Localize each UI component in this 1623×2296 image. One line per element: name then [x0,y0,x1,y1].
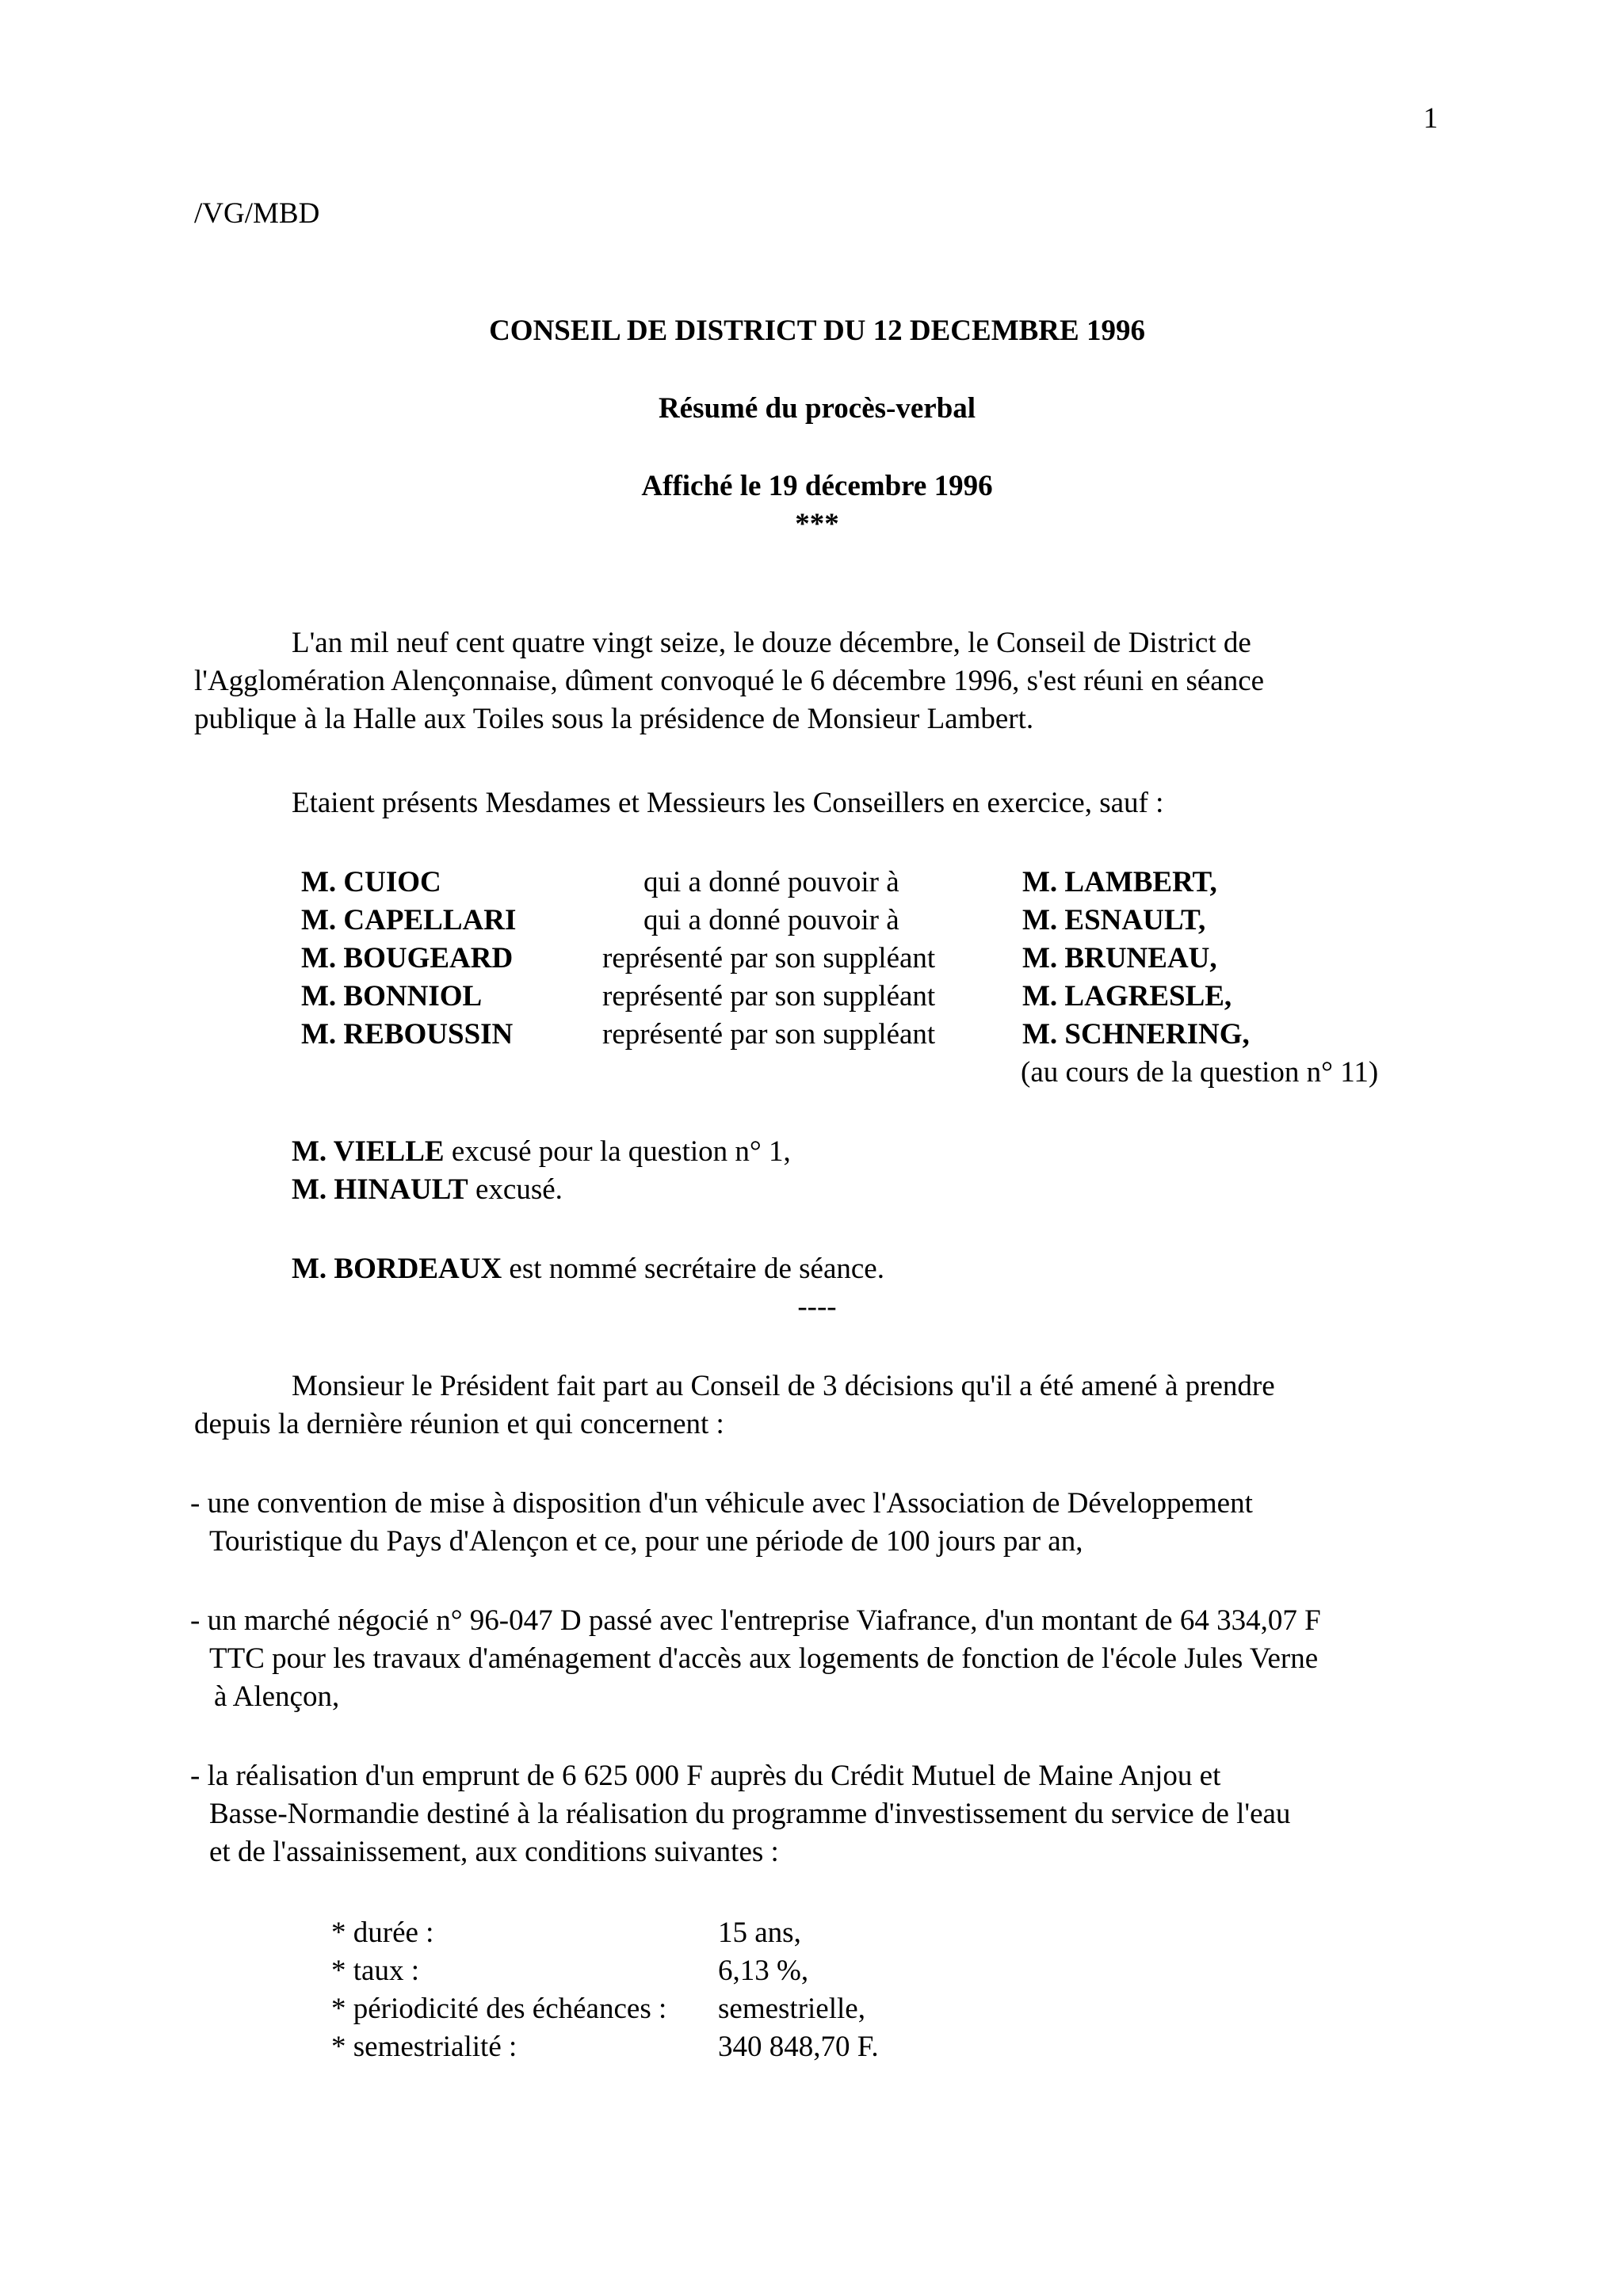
condition-label: * périodicité des échéances : [331,1993,667,2025]
decisions-intro-line: depuis la dernière réunion et qui concernent : [194,1408,724,1440]
absentee-proxy: M. SCHNERING, [1022,1018,1250,1051]
page-number: 1 [1423,102,1438,135]
excused-name: M. HINAULT [292,1173,468,1206]
intro-line: l'Agglomération Alençonnaise, dûment convoqué le 6 décembre 1996, s'est réuni en séance [194,665,1265,697]
condition-value: semestrielle, [718,1993,865,2025]
decision-line: TTC pour les travaux d'aménagement d'accès aux logements de fonction de l'école Jules Verne [209,1642,1319,1675]
excused-line [292,1133,791,1171]
absentee-action: représenté par son suppléant [602,980,936,1013]
decision-item [190,1485,1253,1561]
decision-line: Basse-Normandie destiné à la réalisation du programme d'investissement du service de l'eau [209,1798,1291,1830]
decision-line: - la réalisation d'un emprunt de 6 625 000 F auprès du Crédit Mutuel de Maine Anjou et [190,1760,1221,1792]
decisions-intro-line: Monsieur le Président fait part au Conseil de 3 décisions qu'il a été amené à prendre [292,1370,1275,1402]
absentee-proxy: M. ESNAULT, [1022,904,1206,936]
condition-value: 15 ans, [718,1917,801,1949]
intro-line: publique à la Halle aux Toiles sous la présidence de Monsieur Lambert. [194,703,1034,735]
separator-dashes: ---- [797,1291,837,1323]
absentee-proxy: M. BRUNEAU, [1022,942,1217,974]
condition-label: * durée : [331,1917,434,1949]
intro-paragraph [194,624,1486,738]
condition-label: * taux : [331,1955,419,1987]
intro-line: L'an mil neuf cent quatre vingt seize, le douze décembre, le Conseil de District de [292,627,1251,659]
posted-date: Affiché le 19 décembre 1996 [641,470,993,502]
absentee-proxy: M. LAGRESLE, [1022,980,1232,1013]
absentee-note: (au cours de la question n° 11) [1021,1056,1379,1089]
absentee-name: M. BOUGEARD [301,942,514,974]
excused-text: excusé pour la question n° 1, [444,1135,791,1168]
decision-line: Touristique du Pays d'Alençon et ce, pour une période de 100 jours par an, [209,1525,1083,1558]
excused-line [292,1171,563,1209]
reference-code: /VG/MBD [194,197,320,230]
decision-line: à Alençon, [214,1680,340,1713]
secretary-line [292,1250,884,1288]
secretary-name: M. BORDEAUX [292,1253,502,1285]
excused-text: excusé. [468,1173,563,1206]
condition-value: 340 848,70 F. [718,2031,879,2063]
condition-label: * semestrialité : [331,2031,517,2063]
decision-line: et de l'assainissement, aux conditions suivantes : [209,1836,779,1868]
absentee-proxy: M. LAMBERT, [1022,866,1217,898]
condition-value: 6,13 %, [718,1955,809,1987]
document-subtitle: Résumé du procès-verbal [658,392,976,425]
present-line: Etaient présents Mesdames et Messieurs les Conseillers en exercice, sauf : [292,787,1164,819]
absentee-name: M. CAPELLARI [301,904,517,936]
absentee-name: M. REBOUSSIN [301,1018,514,1051]
absentee-action: représenté par son suppléant [602,1018,936,1051]
absentee-action: qui a donné pouvoir à [643,866,899,898]
present-paragraph [194,784,1486,822]
decisions-intro [194,1367,1486,1444]
absentee-name: M. BONNIOL [301,980,483,1013]
document-title: CONSEIL DE DISTRICT DU 12 DECEMBRE 1996 [489,315,1145,347]
absentee-name: M. CUIOC [301,866,441,898]
secretary-text: est nommé secrétaire de séance. [502,1253,884,1285]
excused-name: M. VIELLE [292,1135,445,1168]
decision-item [190,1602,1321,1716]
decision-line: - un marché négocié n° 96-047 D passé avec l'entreprise Viafrance, d'un montant de 64 334,07 F [190,1604,1321,1637]
decision-line: - une convention de mise à disposition d'un véhicule avec l'Association de Développement [190,1487,1253,1520]
absentee-action: qui a donné pouvoir à [643,904,899,936]
absentee-action: représenté par son suppléant [602,942,936,974]
decision-item [190,1757,1290,1871]
separator-stars: *** [795,508,839,540]
